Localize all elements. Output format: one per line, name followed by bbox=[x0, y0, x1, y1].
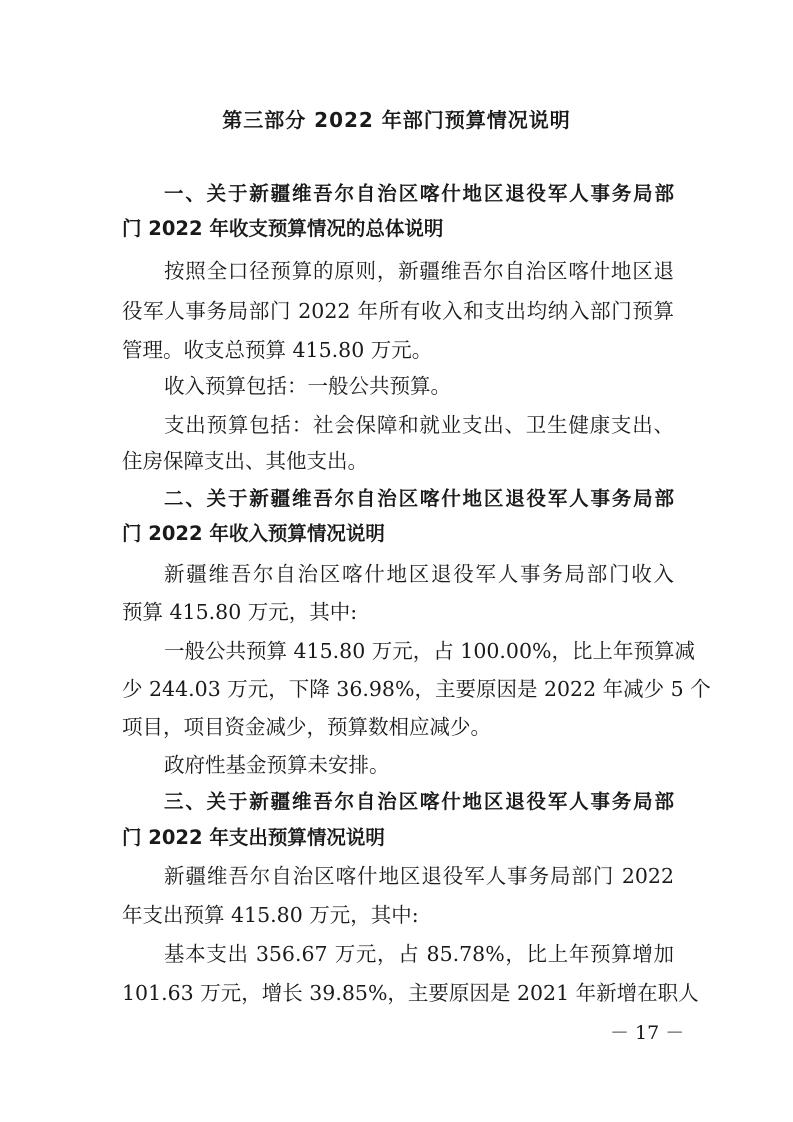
paragraph-2-line-1: 收入预算包括：一般公共预算。 bbox=[164, 374, 451, 398]
paragraph-4-line-1: 新疆维吾尔自治区喀什地区退役军人事务局部门收入 bbox=[164, 562, 674, 586]
paragraph-3-line-1: 支出预算包括：社会保障和就业支出、卫生健康支出、 bbox=[164, 413, 674, 437]
paragraph-7-line-2: 年支出预算 415.80 万元，其中: bbox=[122, 903, 419, 927]
paragraph-7-line-1: 新疆维吾尔自治区喀什地区退役军人事务局部门 2022 bbox=[164, 864, 674, 888]
heading-2-line-2: 门 2022 年收入预算情况说明 bbox=[122, 522, 385, 545]
paragraph-5-line-1: 一般公共预算 415.80 万元，占 100.00%，比上年预算减 bbox=[164, 639, 695, 663]
paragraph-5-line-3: 项目，项目资金减少，预算数相应减少。 bbox=[122, 715, 491, 739]
heading-1-line-2: 门 2022 年收支预算情况的总体说明 bbox=[122, 217, 444, 240]
page-number: － 17 － bbox=[610, 1022, 685, 1044]
paragraph-6-line-1: 政府性基金预算未安排。 bbox=[164, 753, 390, 777]
heading-2-line-1: 二、关于新疆维吾尔自治区喀什地区退役军人事务局部 bbox=[164, 487, 674, 510]
paragraph-1-line-2: 役军人事务局部门 2022 年所有收入和支出均纳入部门预算 bbox=[122, 299, 674, 323]
paragraph-8-line-2: 101.63 万元，增长 39.85%，主要原因是 2021 年新增在职人 bbox=[122, 981, 699, 1005]
paragraph-4-line-2: 预算 415.80 万元，其中: bbox=[122, 600, 358, 624]
section-title: 第三部分 2022 年部门预算情况说明 bbox=[222, 108, 571, 132]
paragraph-3-line-2: 住房保障支出、其他支出。 bbox=[122, 449, 368, 473]
paragraph-1-line-1: 按照全口径预算的原则，新疆维吾尔自治区喀什地区退 bbox=[164, 259, 674, 283]
paragraph-8-line-1: 基本支出 356.67 万元，占 85.78%，比上年预算增加 bbox=[164, 942, 674, 966]
heading-3-line-1: 三、关于新疆维吾尔自治区喀什地区退役军人事务局部 bbox=[164, 790, 674, 813]
paragraph-5-line-2: 少 244.03 万元，下降 36.98%，主要原因是 2022 年减少 5 个 bbox=[122, 677, 711, 701]
heading-1-line-1: 一、关于新疆维吾尔自治区喀什地区退役军人事务局部 bbox=[164, 182, 674, 205]
heading-3-line-2: 门 2022 年支出预算情况说明 bbox=[122, 826, 385, 849]
paragraph-1-line-3: 管理。收支总预算 415.80 万元。 bbox=[122, 338, 433, 362]
